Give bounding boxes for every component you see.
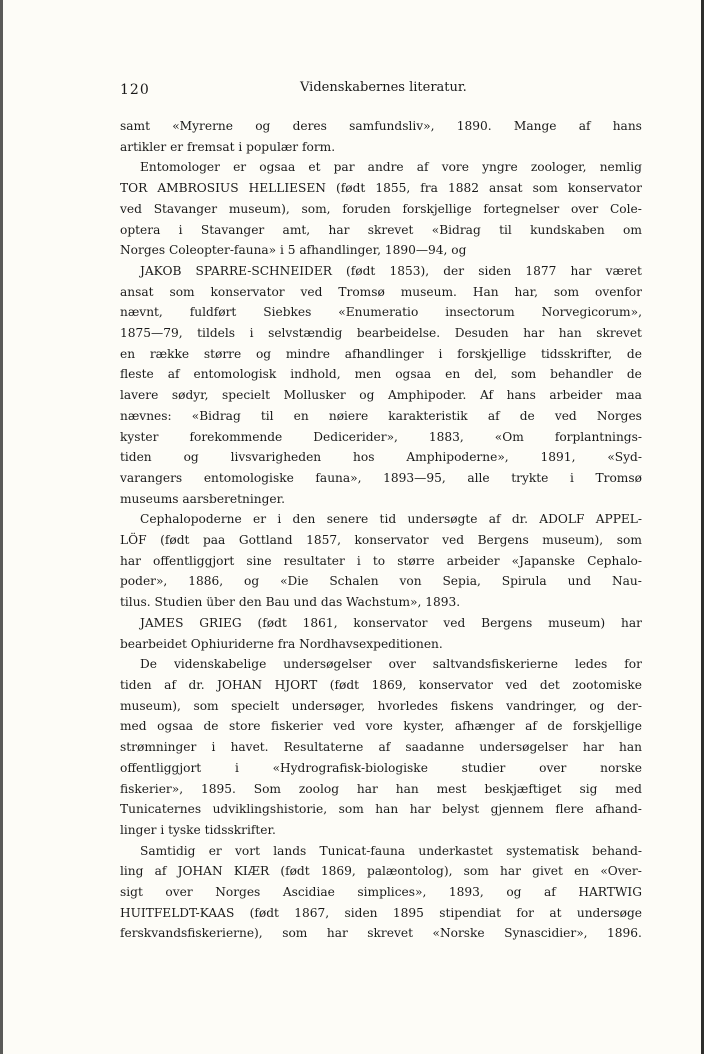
- text-line: De videnskabelige undersøgelser over saltvandsfiskerierne ledes for: [140, 657, 642, 672]
- text-line: bearbeidet Ophiuriderne fra Nordhavsexpeditionen.: [120, 636, 443, 651]
- text-line: kyster forekommende Dedicerider», 1883, «Om forplantnings-: [120, 429, 642, 444]
- text-line: strømninger i havet. Resultaterne af saadanne undersøgelser har han: [120, 740, 642, 755]
- text-line: tilus. Studien über den Bau und das Wachstum», 1893.: [120, 595, 461, 610]
- text-line: ved Stavanger museum), som, foruden forskjellige fortegnelser over Cole-: [120, 201, 642, 216]
- text-line: samt «Myrerne og deres samfundsliv», 1890. Mange af hans: [120, 119, 642, 133]
- text-line: ansat som konservator ved Tromsø museum. Han har, som ovenfor: [120, 284, 642, 299]
- text-line: museums aarsberetninger.: [120, 491, 285, 506]
- text-line: Tunicaternes udviklingshistorie, som han har belyst gjennem flere afhand-: [120, 802, 642, 817]
- text-line: artikler er fremsat i populær form.: [120, 139, 336, 154]
- text-line: offentliggjort i «Hydrografisk-biologiske studier over norske: [120, 760, 642, 775]
- text-line: 1875—79, tildels i selvstændig bearbeidelse. Desuden har han skrevet: [120, 326, 642, 341]
- text-line: fleste af entomologisk indhold, men ogsaa en del, som behandler de: [120, 367, 642, 382]
- text-line: tiden og livsvarigheden hos Amphipoderne», 1891, «Syd-: [120, 450, 642, 465]
- running-head: Videnskabernes literatur.: [300, 80, 467, 95]
- text-line: museum), som specielt undersøger, hvorledes fiskens vandringer, og der-: [120, 698, 642, 713]
- text-line: nævnt, fuldført Siebkes «Enumeratio insectorum Norvegicorum»,: [120, 305, 642, 320]
- text-line: har offentliggjort sine resultater i to større arbeider «Japanske Cephalo-: [120, 553, 642, 568]
- text-line: Cephalopoderne er i den senere tid undersøgte af dr. ADOLF APPEL-: [140, 512, 642, 527]
- text-line: lavere sødyr, specielt Mollusker og Amphipoder. Af hans arbeider maa: [120, 388, 642, 403]
- text-line: ling af JOHAN KIÆR (født 1869, palæontolog), som har givet en «Over-: [120, 864, 642, 879]
- text-line: tiden af dr. JOHAN HJORT (født 1869, konservator ved det zootomiske: [120, 677, 642, 692]
- body-text: [120, 116, 642, 944]
- text-line: nævnes: «Bidrag til en nøiere karakteristik af de ved Norges: [120, 408, 642, 423]
- scan-edge-left: [0, 0, 3, 1054]
- text-line: Samtidig er vort lands Tunicat-fauna underkastet systematisk behand-: [140, 843, 642, 858]
- text-line: LÖF (født paa Gottland 1857, konservator ved Bergens museum), som: [120, 533, 642, 548]
- page-number: 120: [120, 82, 150, 98]
- text-line: en række større og mindre afhandlinger i forskjellige tidsskrifter, de: [120, 346, 642, 361]
- text-line: Entomologer er ogsaa et par andre af vore yngre zoologer, nemlig: [140, 160, 642, 175]
- text-line: optera i Stavanger amt, har skrevet «Bidrag til kundskaben om: [120, 222, 642, 237]
- text-line: HUITFELDT-KAAS (født 1867, siden 1895 stipendiat for at undersøge: [120, 905, 642, 920]
- text-line: TOR AMBROSIUS HELLIESEN (født 1855, fra 1882 ansat som konservator: [120, 181, 642, 196]
- text-line: med ogsaa de store fiskerier ved vore kyster, afhænger af de forskjellige: [120, 719, 642, 734]
- text-line: Norges Coleopter-fauna» i 5 afhandlinger, 1890—94, og: [120, 243, 467, 258]
- text-line: varangers entomologiske fauna», 1893—95, alle trykte i Tromsø: [120, 470, 642, 485]
- text-line: JAKOB SPARRE-SCHNEIDER (født 1853), der siden 1877 har været: [140, 263, 642, 278]
- text-line: fiskerier», 1895. Som zoolog har han mest beskjæftiget sig med: [120, 781, 642, 796]
- text-line: linger i tyske tidsskrifter.: [120, 822, 276, 837]
- text-line: poder», 1886, og «Die Schalen von Sepia, Spirula und Nau-: [120, 574, 642, 589]
- text-line: ferskvandsfiskerierne), som har skrevet «Norske Synascidier», 1896.: [120, 926, 642, 941]
- text-line: sigt over Norges Ascidiae simplices», 1893, og af HARTWIG: [120, 885, 642, 900]
- text-line: JAMES GRIEG (født 1861, konservator ved Bergens museum) har: [140, 615, 642, 630]
